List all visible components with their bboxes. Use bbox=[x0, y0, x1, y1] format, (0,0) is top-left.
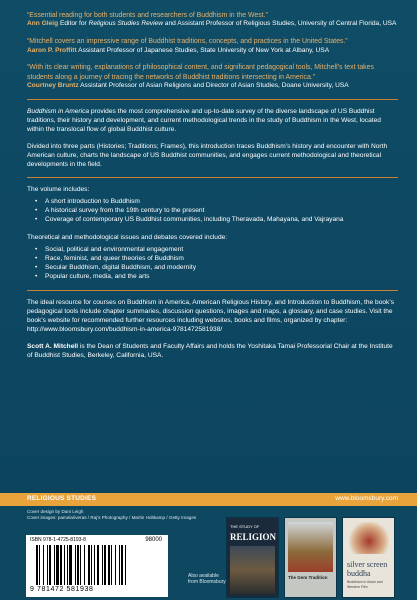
barcode-stripe bbox=[56, 545, 59, 585]
quote-text: “Mitchell covers an impressive range of Buddhist traditions, concepts, and practices in the United States.” bbox=[27, 38, 348, 46]
barcode-stripe bbox=[111, 545, 112, 585]
barcode-stripe bbox=[54, 545, 55, 585]
list-item: • Coverage of contemporary US Buddhist communities, including Theravada, Mahayana, and Vajrayana bbox=[35, 215, 398, 224]
issues-list bbox=[35, 245, 398, 281]
quote-author-name: Ann Gleig bbox=[27, 20, 59, 28]
barcode-stripe bbox=[39, 545, 40, 585]
intro-paragraph bbox=[27, 107, 398, 134]
issues-heading: Theoretical and methodological issues and debates covered include: bbox=[27, 233, 228, 241]
list-item: • Social, political and environmental engagement bbox=[35, 245, 398, 254]
quote-author bbox=[27, 47, 398, 56]
barcode-stripe bbox=[67, 545, 68, 585]
barcode-stripe bbox=[80, 545, 81, 585]
barcode bbox=[26, 535, 168, 597]
quote-author-journal: Religious Studies Review bbox=[88, 20, 163, 28]
list-item: • A historical survey from the 19th century to the present bbox=[35, 206, 398, 215]
structure-paragraph: Divided into three parts (Histories; Traditions; Frames), this introduction traces Buddhism’s history and encounter with North American culture, charts the landscape of US Buddhist communities, and engages current methodological and theoretical developments in the field. bbox=[27, 142, 388, 168]
barcode-stripe bbox=[115, 545, 116, 585]
quote-author-affiliation: Assistant Professor of Asian Religions and Director of Asian Studies, Doane University, USA bbox=[78, 82, 349, 89]
quote-author bbox=[27, 20, 398, 29]
barcode-number: 9 781472 581938 bbox=[30, 586, 94, 593]
also-available-line: from Bloomsbury bbox=[188, 579, 226, 585]
barcode-stripe bbox=[97, 545, 99, 585]
related-book-title-line: silver bbox=[347, 560, 365, 569]
volume-list bbox=[35, 197, 398, 224]
endorsement-quote bbox=[27, 11, 398, 29]
barcode-stripe bbox=[108, 545, 110, 585]
volume-heading: The volume includes: bbox=[27, 185, 90, 193]
cover-footer bbox=[0, 493, 417, 600]
barcode-stripe bbox=[121, 545, 123, 585]
related-book-title-line: buddha bbox=[347, 569, 371, 578]
related-book-cover bbox=[342, 517, 395, 598]
endorsement-quote bbox=[27, 63, 398, 91]
quote-author-title: Editor for bbox=[58, 20, 89, 28]
barcode-stripe bbox=[64, 545, 65, 585]
related-book-cover bbox=[284, 517, 337, 598]
divider bbox=[27, 177, 398, 178]
price-code: 98000 bbox=[145, 537, 162, 543]
publisher-website: www.bloomsbury.com bbox=[335, 495, 398, 502]
quote-author-affiliation: and Assistant Professor of Religious Studies, University of Central Florida, USA bbox=[162, 20, 397, 28]
category-bar bbox=[0, 493, 417, 506]
divider bbox=[27, 99, 398, 100]
back-cover-content bbox=[27, 11, 398, 368]
related-book-image bbox=[288, 522, 333, 572]
barcode-stripe bbox=[43, 545, 44, 585]
category-label: RELIGIOUS STUDIES bbox=[27, 495, 97, 502]
related-book-title: RELIGION bbox=[230, 532, 277, 542]
related-book-title: The Gem Tradition bbox=[288, 575, 328, 580]
ideal-resource-paragraph: The ideal resource for courses on Buddhism in America, American Religious History, and Introduction to Buddhism, the book’s pedagogical tools include chapter summaries, discussion questions, images and maps, a glossary, and case studies. Visit the book’s website for recommended further resources including websites, books and films, organized by chapter: http://www.bloomsbury.com/buddhism-in-america-9781472581938/ bbox=[27, 298, 394, 333]
related-book-title bbox=[347, 560, 387, 578]
barcode-stripe bbox=[94, 545, 95, 585]
quote-author-name: Courtney Bruntz bbox=[27, 82, 79, 89]
barcode-stripe bbox=[91, 545, 92, 585]
barcode-stripe bbox=[102, 545, 103, 585]
related-book-cover bbox=[226, 517, 279, 598]
book-title-italic: Buddhism in America bbox=[27, 107, 90, 115]
list-item: • Race, feminist, and queer theories of Buddhism bbox=[35, 254, 398, 263]
list-item: • A short introduction to Buddhism bbox=[35, 197, 398, 206]
isbn-label: ISBN 978-1-4725-8193-8 bbox=[30, 537, 86, 543]
quote-text: “With its clear writing, explanations of philosophical content, and significant pedagogical tools, Mitchell’s text takes students along a journey of tracing the networks of Buddhist traditions intersecting in America.” bbox=[27, 64, 374, 81]
barcode-stripe bbox=[104, 545, 106, 585]
quote-author bbox=[27, 82, 398, 91]
author-bio-text: is the Dean of Students and Faculty Affairs and holds the Yoshitaka Tamai Professorial Chair at the Institute of Buddhist Studies, Berkeley, California, USA. bbox=[27, 342, 393, 359]
cover-design-credit: Cover design by Dani Leigh bbox=[27, 509, 84, 514]
endorsement-quote bbox=[27, 37, 398, 55]
related-book-title-line: screen bbox=[366, 560, 388, 569]
barcode-bars bbox=[36, 545, 164, 585]
barcode-stripe bbox=[75, 545, 76, 585]
barcode-stripe bbox=[60, 545, 62, 585]
barcode-stripe bbox=[84, 545, 85, 585]
divider bbox=[27, 290, 398, 291]
also-available-label bbox=[188, 573, 226, 585]
author-name: Scott A. Mitchell bbox=[27, 342, 79, 350]
barcode-stripe bbox=[47, 545, 48, 585]
quote-author-affiliation: Assistant Professor of Japanese Studies, State University of New York at Albany, USA bbox=[76, 46, 330, 54]
barcode-stripe bbox=[69, 545, 72, 585]
barcode-stripe bbox=[77, 545, 79, 585]
barcode-stripe bbox=[119, 545, 120, 585]
author-bio bbox=[27, 342, 398, 360]
cover-images-credit: Cover images: pamela/iveras / Raj’s Photography / Martin Holtkamp / Getty Images bbox=[27, 514, 197, 520]
related-book-image bbox=[349, 522, 389, 554]
also-available-line: Also available bbox=[188, 573, 219, 579]
barcode-stripe bbox=[36, 545, 38, 585]
barcode-stripe bbox=[88, 545, 90, 585]
cover-credits bbox=[27, 509, 196, 520]
quote-text: “Essential reading for both students and researchers of Buddhism in the West.” bbox=[27, 12, 268, 19]
barcode-stripe bbox=[49, 545, 51, 585]
list-item: • Secular Buddhism, digital Buddhism, and modernity bbox=[35, 263, 398, 272]
intro-text: provides the most comprehensive and up-to-date survey of the diverse landscape of US Buddhist traditions, their history and development, and current methodological trends in the study of Buddhism in the West, located within the translocal flow of global Buddhist culture. bbox=[27, 107, 381, 133]
related-book-subtitle: Buddhism in Asian and Western Film bbox=[347, 580, 383, 589]
list-item: • Popular culture, media, and the arts bbox=[35, 272, 398, 281]
related-book-image bbox=[230, 546, 275, 594]
related-book-subtitle: THE STUDY OF bbox=[230, 524, 260, 529]
barcode-stripe bbox=[125, 545, 126, 585]
quote-author-name: Aaron P. Proffitt bbox=[27, 46, 77, 54]
